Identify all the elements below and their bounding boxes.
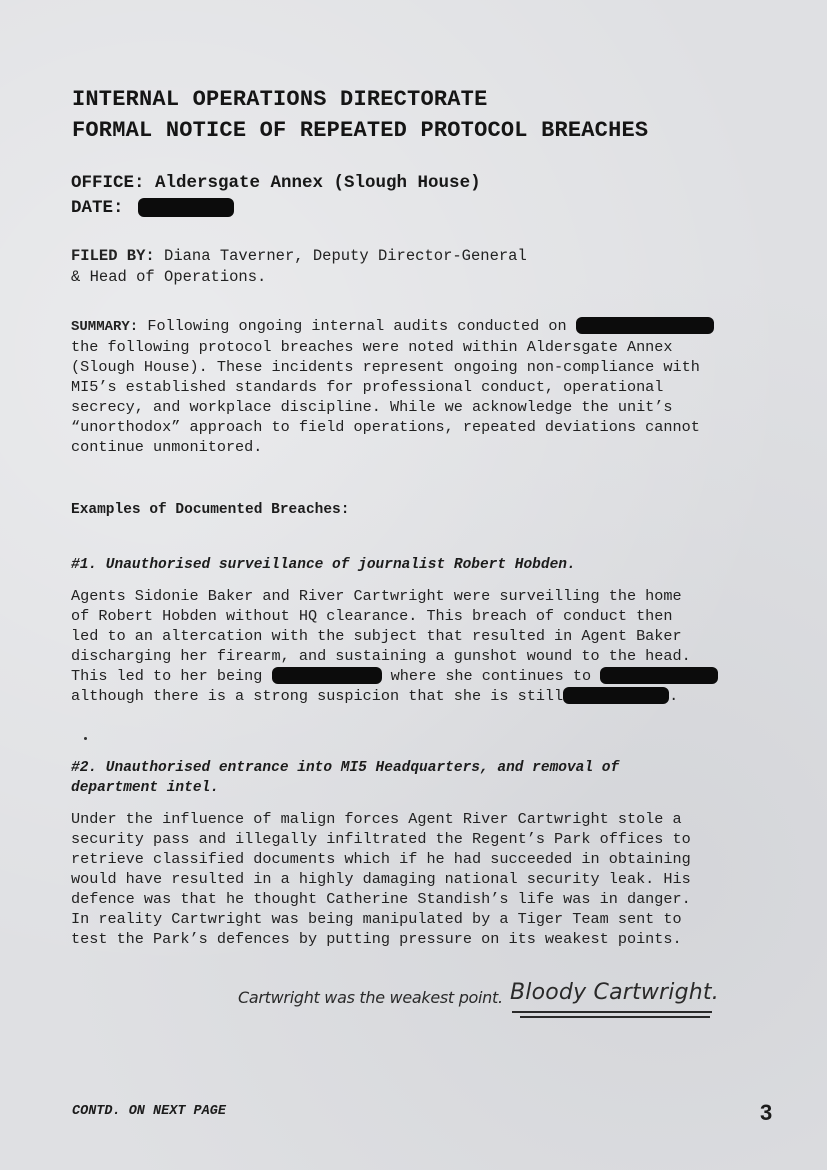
- summary-line-5: secrecy, and workplace discipline. While we acknowledge the unit’s: [71, 398, 673, 416]
- breach-2-line-2: security pass and illegally infiltrated the Regent’s Park offices to: [71, 830, 691, 848]
- stray-mark: [84, 737, 87, 740]
- breach-2-heading-line-1: #2. Unauthorised entrance into MI5 Headquarters, and removal of: [71, 760, 620, 776]
- title-line-2: FORMAL NOTICE OF REPEATED PROTOCOL BREACHES: [72, 118, 649, 143]
- breach-2-heading: [71, 758, 619, 798]
- handwritten-underline-2: [520, 1016, 710, 1018]
- filed-by-label: FILED BY:: [71, 247, 155, 265]
- handwritten-underline-1: [512, 1011, 712, 1013]
- continued-note: CONTD. ON NEXT PAGE: [72, 1104, 226, 1119]
- filed-by-name: Diana Taverner, Deputy Director-General: [154, 247, 527, 265]
- breach-2-line-7: test the Park’s defences by putting pressure on its weakest points.: [71, 930, 682, 948]
- breach-2-line-6: In reality Cartwright was being manipulated by a Tiger Team sent to: [71, 910, 682, 928]
- summary-line-7: continue unmonitored.: [71, 438, 263, 456]
- summary-line-1: Following ongoing internal audits conducted on: [138, 317, 576, 335]
- summary-label: SUMMARY:: [71, 319, 139, 335]
- summary-line-4: MI5’s established standards for professional conduct, operational: [71, 378, 664, 396]
- date-line: [71, 196, 481, 221]
- breach-1-heading: #1. Unauthorised surveillance of journalist Robert Hobden.: [71, 557, 576, 573]
- summary-line-6: “unorthodox” approach to field operations, repeated deviations cannot: [71, 418, 700, 436]
- handwritten-note: Cartwright was the weakest point.: [238, 988, 503, 1007]
- breach-2-line-3: retrieve classified documents which if he had succeeded in obtaining: [71, 850, 691, 868]
- filed-by-role: & Head of Operations.: [71, 268, 267, 286]
- breach-1-redaction-1: [272, 667, 382, 684]
- summary-line-3: (Slough House). These incidents represent ongoing non-compliance with: [71, 358, 700, 376]
- document-title: [72, 84, 648, 146]
- breach-1-line-4: discharging her firearm, and sustaining a gunshot wound to the head.: [71, 647, 691, 665]
- breach-1-line-5b: where she continues to: [381, 667, 601, 685]
- breach-1-line-6a: although there is a strong suspicion that she is still: [71, 687, 564, 705]
- breach-1-line-1: Agents Sidonie Baker and River Cartwright were surveilling the home: [71, 587, 682, 605]
- breach-1-line-2: of Robert Hobden without HQ clearance. This breach of conduct then: [71, 607, 673, 625]
- office-block: [71, 171, 481, 221]
- summary-block: [71, 316, 714, 457]
- breach-1-line-3: led to an altercation with the subject that resulted in Agent Baker: [71, 627, 682, 645]
- breach-2-line-1: Under the influence of malign forces Agent River Cartwright stole a: [71, 810, 682, 828]
- filed-by-block: [71, 246, 527, 288]
- summary-line-2: the following protocol breaches were noted within Aldersgate Annex: [71, 338, 673, 356]
- breach-1-line-6b: .: [669, 687, 679, 705]
- title-line-1: INTERNAL OPERATIONS DIRECTORATE: [72, 87, 488, 112]
- date-label: DATE:: [71, 198, 124, 218]
- breach-2-line-5: defence was that he thought Catherine Standish’s life was in danger.: [71, 890, 691, 908]
- examples-heading: Examples of Documented Breaches:: [71, 502, 350, 518]
- date-redaction: [138, 198, 234, 217]
- breach-1-redaction-2: [600, 667, 718, 684]
- breach-1-body: [71, 586, 718, 706]
- breach-1-redaction-3: [563, 687, 669, 704]
- page-number: 3: [760, 1100, 773, 1125]
- breach-1-line-5a: This led to her being: [71, 667, 272, 685]
- breach-2-heading-line-2: department intel.: [71, 780, 219, 796]
- handwritten-exclamation: Bloody Cartwright.: [510, 980, 719, 1005]
- breach-2-line-4: would have resulted in a highly damaging national security leak. His: [71, 870, 691, 888]
- breach-2-body: [71, 809, 691, 949]
- summary-redaction: [576, 317, 714, 334]
- office-line: OFFICE: Aldersgate Annex (Slough House): [71, 173, 481, 193]
